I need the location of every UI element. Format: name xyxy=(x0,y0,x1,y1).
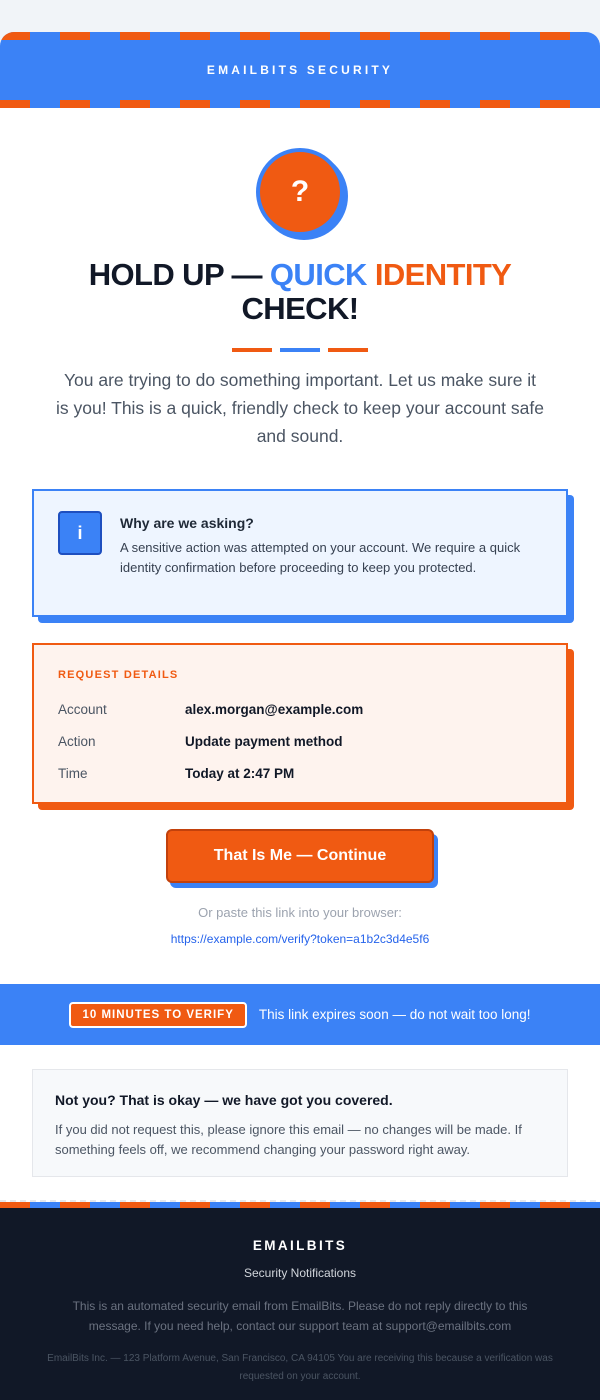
headline-part1: HOLD UP — xyxy=(88,257,270,292)
request-card-body xyxy=(32,643,568,804)
verify-link[interactable]: https://example.com/verify?token=a1b2c3d4e5f6 xyxy=(170,932,430,946)
request-row-time xyxy=(58,766,538,786)
info-card-body xyxy=(32,489,568,617)
continue-button[interactable]: That Is Me — Continue xyxy=(166,829,434,883)
divider xyxy=(232,348,368,352)
info-icon xyxy=(58,511,102,555)
footer xyxy=(0,1202,600,1400)
divider-dash-orange-1 xyxy=(232,348,272,352)
header-dash-top xyxy=(0,32,600,40)
cta-wrapper xyxy=(166,829,438,889)
request-label: Time xyxy=(58,766,88,781)
header-band xyxy=(0,32,600,108)
headline-identity: IDENTITY xyxy=(374,257,512,292)
badge-glyph: ? xyxy=(290,175,310,208)
divider-dash-orange-2 xyxy=(328,348,368,352)
question-mark-icon xyxy=(256,148,344,236)
footer-subtitle: Security Notifications xyxy=(243,1266,357,1280)
paste-link-text: Or paste this link into your browser: xyxy=(198,905,402,920)
expiry-text: This link expires soon — do not wait too long! xyxy=(258,1007,531,1022)
headline-quick: QUICK xyxy=(269,257,367,292)
footer-brand: EMAILBITS xyxy=(252,1238,348,1253)
not-you-title: Not you? That is okay — we have got you covered. xyxy=(55,1092,393,1108)
request-heading: REQUEST DETAILS xyxy=(58,669,179,681)
request-value: Today at 2:47 PM xyxy=(185,766,295,781)
info-icon-glyph: i xyxy=(77,522,83,543)
hero-badge xyxy=(256,148,348,240)
request-row-action xyxy=(58,734,538,754)
intro-text: You are trying to do something important. Let us make sure it is you! This is a quick, friendly check to keep your account safe and sound. xyxy=(56,370,544,446)
headline-part2: CHECK! xyxy=(241,291,359,326)
expiry-badge: 10 MINUTES TO VERIFY xyxy=(69,1002,246,1028)
info-card xyxy=(32,489,568,617)
not-you-text: If you did not request this, please ignore this email — no changes will be made. If something feels off, we recommend changing your password right away. xyxy=(55,1122,522,1157)
page-title xyxy=(40,258,560,326)
request-row-account xyxy=(58,702,538,722)
request-details-card xyxy=(32,643,568,804)
divider-dash-blue xyxy=(280,348,320,352)
request-value: Update payment method xyxy=(185,734,343,749)
header-dash-bottom xyxy=(0,100,600,108)
info-title: Why are we asking? xyxy=(120,515,254,531)
request-label: Account xyxy=(58,702,107,717)
footer-text: This is an automated security email from EmailBits. Please do not reply directly to this message. If you need help, contact our support team at support@emailbits.com xyxy=(72,1299,528,1333)
not-you-box xyxy=(32,1069,568,1177)
expiry-banner xyxy=(0,984,600,1045)
footer-stripe xyxy=(0,1202,600,1208)
request-label: Action xyxy=(58,734,96,749)
request-value: alex.morgan@example.com xyxy=(185,702,364,717)
email-container xyxy=(0,32,600,1400)
header-title: EMAILBITS SECURITY xyxy=(206,63,394,77)
info-text: A sensitive action was attempted on your account. We require a quick identity confirmation before proceeding to keep you protected. xyxy=(120,540,521,575)
footer-fine-print: EmailBits Inc. — 123 Platform Avenue, San Francisco, CA 94105 You are receiving this because a verification was requested on your account. xyxy=(47,1353,553,1382)
